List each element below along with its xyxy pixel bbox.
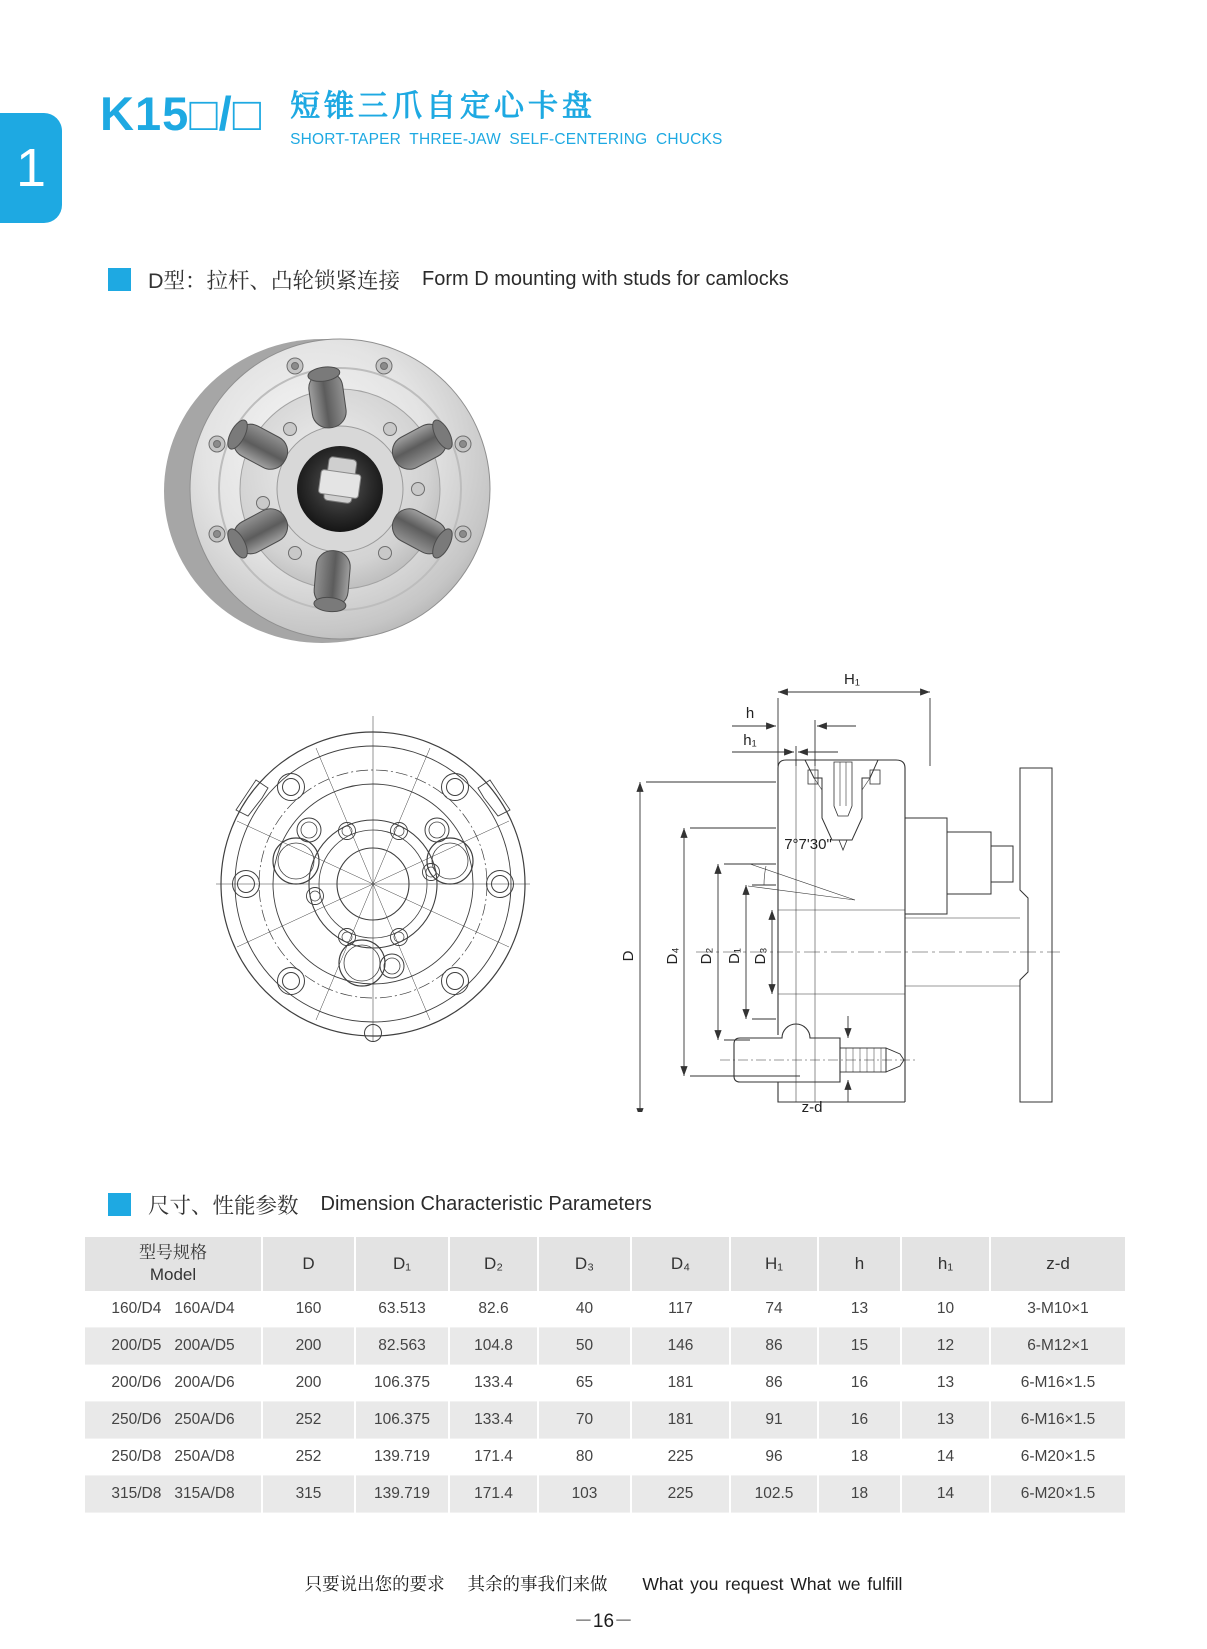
dim-H1-label: H₁ <box>844 671 860 688</box>
table-row: 200/D6 200A/D6 200 106.375 133.4 65 181 86 16 13 6-M16×1.5 <box>85 1365 1125 1402</box>
header-titles <box>290 90 723 149</box>
dim-D2-label: D₂ <box>698 947 715 965</box>
footer-slogan <box>0 1571 1207 1596</box>
page-number: －16－ <box>573 1611 634 1632</box>
section-mounting-en: Form D mounting with studs for camlocks <box>422 268 789 290</box>
chapter-number: 1 <box>15 138 47 198</box>
dimension-lines <box>640 692 930 1112</box>
col-zd: z-d <box>990 1237 1125 1291</box>
col-D: D <box>262 1237 355 1291</box>
chuck-photo <box>150 332 522 650</box>
dimension-labels <box>620 671 860 1112</box>
dim-D4-label: D₄ <box>664 947 681 965</box>
dim-D1-label: D₁ <box>726 948 743 964</box>
cross-section-drawing <box>600 650 1070 1112</box>
slogan-zh-1: 只要说出您的要求 <box>304 1574 445 1594</box>
col-model: 型号规格 Model <box>85 1237 262 1291</box>
slogan-zh-2: 其余的事我们来做 <box>467 1574 608 1594</box>
table-row: 250/D6 250A/D6 252 106.375 133.4 70 181 91 16 13 6-M16×1.5 <box>85 1402 1125 1439</box>
col-D4: D₄ <box>631 1237 730 1291</box>
key-tab-left <box>236 780 268 816</box>
key-tab-right <box>478 780 510 816</box>
section-parameters-zh: 尺寸、性能参数 <box>148 1194 299 1218</box>
dim-D3-label: D₃ <box>752 947 769 965</box>
model-code: K15□/□ <box>100 87 263 140</box>
table-row: 160/D4 160A/D4 160 63.513 82.6 40 117 74 13 10 3-M10×1 <box>85 1291 1125 1328</box>
section-parameters-en: Dimension Characteristic Parameters <box>320 1193 652 1215</box>
section-heading-parameters <box>108 1189 652 1220</box>
section-bullet-icon <box>108 1193 131 1216</box>
col-D3: D₃ <box>538 1237 631 1291</box>
title-en: SHORT-TAPER THREE-JAW SELF-CENTERING CHUCKS <box>290 130 723 148</box>
chapter-tab <box>0 113 62 223</box>
col-h1: h₁ <box>901 1237 990 1291</box>
col-D2: D₂ <box>449 1237 538 1291</box>
col-H1: H₁ <box>730 1237 818 1291</box>
dimension-table <box>85 1237 1125 1513</box>
table-row: 315/D8 315A/D8 315 139.719 171.4 103 225 102.5 18 14 6-M20×1.5 <box>85 1476 1125 1513</box>
section-body <box>696 760 1060 1102</box>
title-zh: 短锥三爪自定心卡盘 <box>290 90 597 123</box>
slogan-en: What you request What we fulfill <box>642 1574 903 1594</box>
section-bullet-icon <box>108 268 131 291</box>
angle-label: 7°7'30" <box>784 836 832 853</box>
col-D1: D₁ <box>355 1237 449 1291</box>
section-heading-mounting <box>108 264 789 295</box>
table-header-row <box>85 1237 1125 1291</box>
dim-h-label: h <box>745 705 755 722</box>
dim-D-label: D <box>620 950 637 962</box>
col-h: h <box>818 1237 901 1291</box>
dim-zd-label: z-d <box>801 1099 823 1112</box>
table-row: 200/D5 200A/D5 200 82.563 104.8 50 146 86 15 12 6-M12×1 <box>85 1328 1125 1365</box>
dim-h1-label: h₁ <box>743 732 757 749</box>
section-mounting-zh: D型：拉杆、凸轮锁紧连接 <box>148 269 401 293</box>
table-row: 250/D8 250A/D8 252 139.719 171.4 80 225 96 18 14 6-M20×1.5 <box>85 1439 1125 1476</box>
front-view-drawing <box>212 712 534 1044</box>
page-header <box>100 87 723 149</box>
